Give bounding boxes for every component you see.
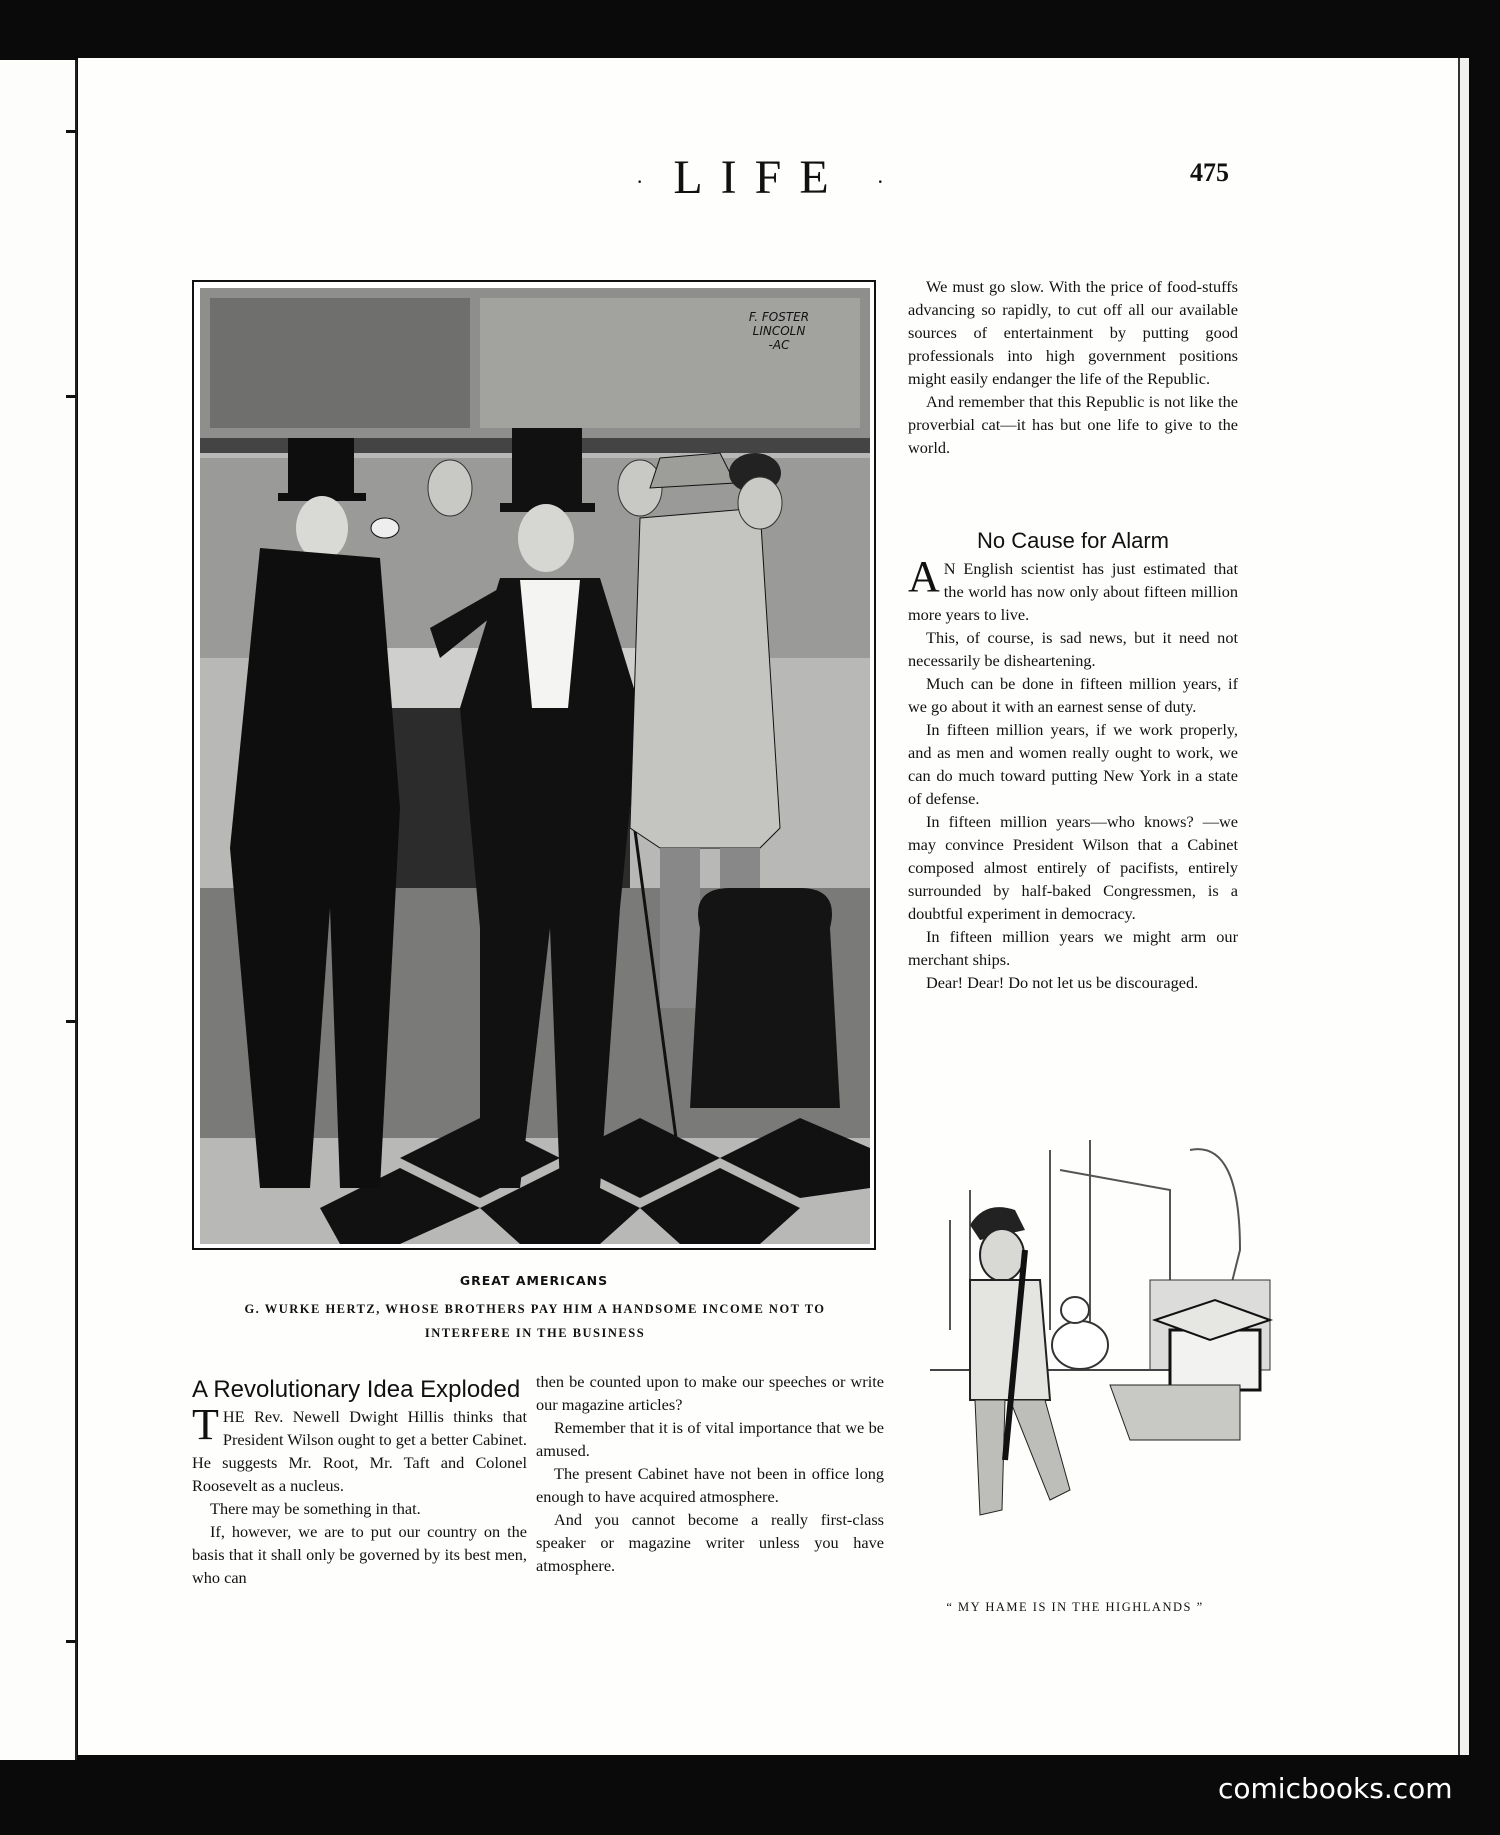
paragraph: In fifteen million years, if we work properly, and as men and women really ought to work, we can do much toward putting New York in a state of defense. bbox=[908, 720, 1238, 808]
article-revolutionary-idea-left bbox=[192, 1400, 527, 1589]
paragraph: Remember that it is of vital importance that we be amused. bbox=[536, 1418, 884, 1460]
paragraph: And remember that this Republic is not like the proverbial cat—it has but one life to give to the world. bbox=[908, 392, 1238, 457]
signature-line: LINCOLN bbox=[752, 324, 806, 338]
masthead-title: LIFE bbox=[673, 151, 847, 204]
illustration2-caption: “ MY HAME IS IN THE HIGHLANDS ” bbox=[946, 1600, 1204, 1614]
paragraph: This, of course, is sad news, but it need not necessarily be disheartening. bbox=[908, 628, 1238, 670]
paragraph bbox=[908, 552, 1238, 626]
paragraph: There may be something in that. bbox=[210, 1499, 421, 1518]
illustration-caption-text: G. WURKE HERTZ, WHOSE BROTHERS PAY HIM A HANDSOME INCOME NOT TO INTERFERE IN THE BUSINESS bbox=[244, 1302, 826, 1340]
drop-cap: A bbox=[908, 552, 940, 601]
highlander-drawing bbox=[910, 1130, 1320, 1550]
paragraph: In fifteen million years we might arm our merchant ships. bbox=[908, 927, 1238, 969]
paragraph: If, however, we are to put our country on the basis that it shall only be governed by its best men, who can bbox=[192, 1522, 527, 1587]
masthead-dot: · bbox=[636, 168, 644, 194]
article-heading-revolutionary-idea: A Revolutionary Idea Exploded bbox=[192, 1376, 521, 1403]
illustration-highlander bbox=[910, 1130, 1320, 1550]
paragraph: Dear! Dear! Do not let us be discouraged. bbox=[926, 973, 1199, 992]
paragraph-text: N English scientist has just estimated that the world has now only about fifteen million more years to live. bbox=[908, 559, 1238, 624]
source-watermark: comicbooks.com bbox=[1218, 1772, 1453, 1805]
illustration-caption-title: GREAT AMERICANS bbox=[459, 1273, 609, 1288]
signature-line: -AC bbox=[768, 338, 790, 352]
binding-mark bbox=[66, 130, 76, 133]
signature-line: F. FOSTER bbox=[748, 310, 810, 324]
paragraph: The present Cabinet have not been in office long enough to have acquired atmosphere. bbox=[536, 1464, 884, 1506]
paragraph bbox=[192, 1400, 527, 1497]
illustration-great-americans bbox=[192, 280, 876, 1250]
paragraph: In fifteen million years—who knows? —we may convince President Wilson that a Cabinet composed almost entirely of pacifists, entirely surrounded by half-baked Congressmen, is a doubtful experiment in democracy. bbox=[908, 812, 1238, 923]
masthead-dot: · bbox=[876, 168, 884, 194]
drop-cap: T bbox=[192, 1400, 219, 1449]
column-text-continued bbox=[908, 275, 1238, 459]
binding-mark bbox=[66, 395, 76, 398]
paragraph: then be counted upon to make our speeches or write our magazine articles? bbox=[536, 1372, 884, 1414]
paragraph-text: HE Rev. Newell Dwight Hillis thinks that President Wilson ought to get a better Cabinet. He suggests Mr. Root, Mr. Taft and Colonel Roosevelt as a nucleus. bbox=[192, 1407, 527, 1495]
binding-mark bbox=[66, 1640, 76, 1643]
article-revolutionary-idea-right bbox=[536, 1370, 884, 1577]
page-edge bbox=[1458, 58, 1469, 1755]
page-number: 475 bbox=[1190, 158, 1229, 187]
binding-mark bbox=[66, 1020, 76, 1023]
paragraph: We must go slow. With the price of food-stuffs advancing so rapidly, to cut off all our available sources of entertainment by putting good professionals into high government positions might easily endanger the life of the Republic. bbox=[908, 277, 1238, 388]
artist-signature bbox=[724, 310, 834, 352]
bar-scene-drawing bbox=[200, 288, 870, 1244]
previous-page-edge bbox=[0, 60, 77, 1760]
article-heading-no-cause-for-alarm: No Cause for Alarm bbox=[977, 528, 1169, 553]
article-no-cause-for-alarm bbox=[908, 552, 1238, 994]
paragraph: And you cannot become a really first-class speaker or magazine writer unless you have atmosphere. bbox=[536, 1510, 884, 1575]
paragraph: Much can be done in fifteen million years, if we go about it with an earnest sense of duty. bbox=[908, 674, 1238, 716]
masthead bbox=[540, 150, 980, 205]
